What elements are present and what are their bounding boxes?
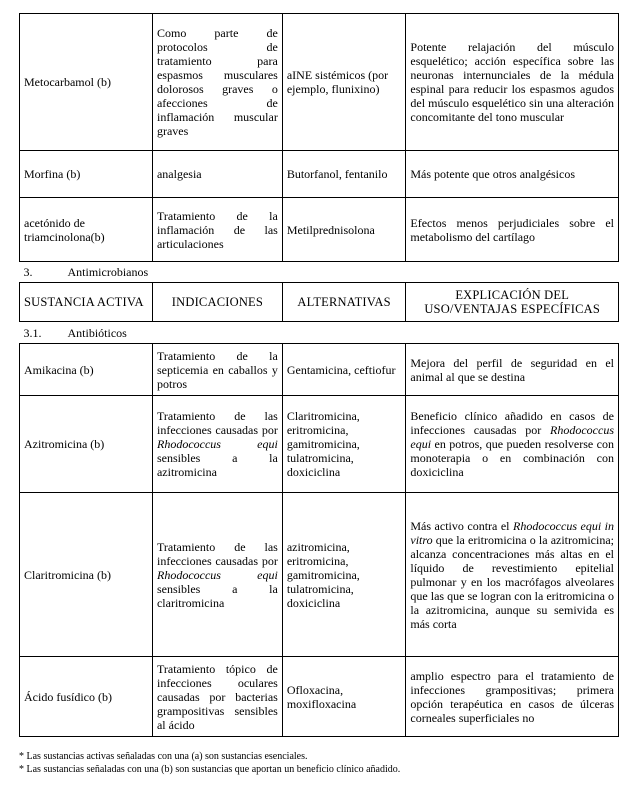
alternatives-cell: Butorfanol, fentanilo [282,151,406,198]
table-row [20,344,619,396]
explanation-text: en potros, que pueden resolverse con monoterapia o en combinación con doxiciclina [410,437,614,479]
subsection-number: 3.1. [23,325,42,340]
table-row [20,657,619,737]
explanation-cell [406,396,619,493]
footnotes [19,750,619,776]
substance-cell: Claritromicina (b) [20,493,153,657]
substance-cell: Amikacina (b) [20,344,153,396]
substance-cell: acetónido de triamcinolona(b) [20,198,153,262]
indication-text: Tratamiento de las infecciones causadas por [156,539,278,568]
header-explanation-line2: USO/VENTAJAS ESPECÍFICAS [424,302,601,316]
indication-italic: Rhodococcus equi [156,567,278,582]
explanation-cell: Potente relajación del músculo esquelético; acción específica sobre las neuronas internunciales de la médula espinal para reducir los espasmos agudos del músculo esquelético sin una alteración concomitante del tono muscular [406,14,619,151]
indication-cell: analgesia [152,151,282,198]
indication-cell: Tratamiento de la inflamación de las articulaciones [152,198,282,262]
header-alternatives: ALTERNATIVAS [282,283,406,322]
indication-cell [152,396,282,493]
substance-cell: Metocarbamol (b) [20,14,153,151]
indication-text: sensibles a la claritromicina [156,581,278,610]
table-row [20,493,619,657]
alternatives-cell: Gentamicina, ceftiofur [282,344,406,396]
indication-cell: Tratamiento de la septicemia en caballos y potros [152,344,282,396]
subsection-heading [20,322,619,344]
subsection-title: Antibióticos [67,325,127,340]
substance-cell: Azitromicina (b) [20,396,153,493]
indication-cell: Como parte de protocolos de tratamiento para espasmos musculares dolorosos graves o afecciones de inflamación muscular graves [152,14,282,151]
indication-text: Tratamiento de las infecciones causadas por [156,409,278,437]
table-row [20,198,619,262]
substance-cell: Morfina (b) [20,151,153,198]
indication-italic: Rhodococcus equi [156,437,278,451]
header-explanation [406,283,619,322]
explanation-cell: Efectos menos perjudiciales sobre el metabolismo del cartílago [406,198,619,262]
explanation-text: Beneficio clínico añadido en casos de infecciones causadas por [410,409,614,437]
table-row [20,14,619,151]
explanation-cell [406,493,619,657]
explanation-cell: amplio espectro para el tratamiento de infecciones grampositivas; primera opción terapéutica en casos de úlceras corneales superficiales no [406,657,619,737]
explanation-text: Más activo contra el [410,518,514,533]
subsection-heading-row [20,322,619,344]
substance-cell: Ácido fusídico (b) [20,657,153,737]
explanation-italic: Rhodococcus equi in vitro [410,518,614,547]
explanation-text: que la eritromicina o la azitromicina; alcanza concentraciones más altas en el líquido de revestimiento epitelial pulmonar y en los macrófagos alveolares que las que se logran con la eritromicina o la azitromicina, aunque su semivida es más corta [410,532,614,631]
footnote: * Las sustancias señaladas con una (b) son sustancias que aportan un beneficio clínico añadido. [19,764,401,775]
footnote: * Las sustancias activas señaladas con una (a) son sustancias esenciales. [19,751,308,762]
indication-cell: Tratamiento tópico de infecciones oculares causadas por bacterias grampositivas sensibles al ácido [152,657,282,737]
section-title: Antimicrobianos [67,265,149,279]
alternatives-cell: Metilprednisolona [282,198,406,262]
explanation-cell: Mejora del perfil de seguridad en el animal al que se destina [406,344,619,396]
section-heading-row [20,262,619,283]
alternatives-cell: azitromicina, eritromicina, gamitromicina, tulatromicina, doxiciclina [282,493,406,657]
substances-table [19,13,619,737]
header-indications: INDICACIONES [152,283,282,322]
alternatives-cell: aINE sistémicos (por ejemplo, flunixino) [282,14,406,151]
column-header-row [20,283,619,322]
alternatives-cell: Ofloxacina, moxifloxacina [282,657,406,737]
section-number: 3. [23,265,33,279]
explanation-cell: Más potente que otros analgésicos [406,151,619,198]
indication-text: sensibles a la azitromicina [156,451,278,479]
table-row [20,396,619,493]
header-explanation-line1: EXPLICACIÓN DEL [455,288,570,302]
alternatives-cell: Claritromicina, eritromicina, gamitromicina, tulatromicina, doxiciclina [282,396,406,493]
header-substance: SUSTANCIA ACTIVA [20,283,153,322]
document-page [19,13,619,737]
section-heading [20,262,619,283]
table-row [20,151,619,198]
indication-cell [152,493,282,657]
explanation-italic: Rhodococcus equi [410,423,614,451]
